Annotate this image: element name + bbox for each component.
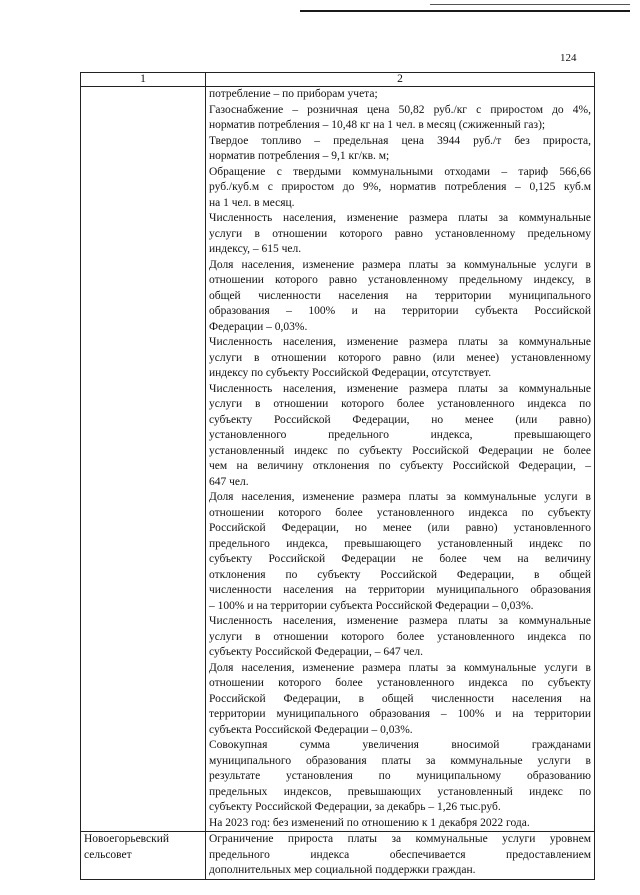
text-line: Доля населения, изменение размера платы за коммунальные услуги в [209,258,591,271]
text-line: муниципального образования платы за коммунальные услуги в [209,754,591,767]
text-line: установленного предельного индекса, превышающего [209,429,591,441]
text-line: Обращение с твердыми коммунальными отходами – тариф 566,66 [209,165,591,178]
description-cell [206,87,595,832]
description-cell [206,832,595,880]
column-header-1: 1 [81,73,206,87]
text-line: отношении которого более установленного индекса по субъекту [209,677,591,689]
text-line: Доля населения, изменение размера платы за коммунальные услуги в [209,491,591,503]
text-line: Федерации – 0,03%. [209,320,308,333]
text-line: Российской Федерации, но менее (или равно) установленного [209,522,591,534]
text-line: общей численности населения на территории муниципального [209,289,591,302]
text-line: Российской Федерации, в общей численности населения на [209,692,591,705]
text-line: услуги в отношении которого более установленного индекса по [209,398,591,410]
text-line: индексу по субъекту Российской Федерации, отсутствует. [209,367,492,379]
text-line: субъекту Российской Федерации, – 647 чел. [209,646,423,658]
text-line: индексу, – 615 чел. [209,243,302,255]
text-line: предельного индекса, превышающего установленный индекс по [209,537,591,550]
text-line: Численность населения, изменение размера платы за коммунальные [209,615,591,627]
text-line: Твердое топливо – предельная цена 3944 руб./т без прироста, [209,134,591,147]
table-row [81,87,595,832]
content-table [80,72,595,880]
text-line: руб./куб.м с приростом до 9%, норматив потребления – 0,125 куб.м [209,181,591,193]
text-line: на 1 чел. в месяц. [209,196,295,209]
header-row [81,73,595,87]
text-line: образования – 100% и на территории субъекта Российской [209,305,591,317]
scan-top-line-thin [430,4,630,5]
text-line: отношении которого более установленного индекса по субъекту [209,506,591,519]
text-line: норматив потребления – 9,1 кг/кв. м; [209,150,390,162]
text-line: услуги в отношении которого равно установленному предельному [209,227,591,240]
text-line: предельных индексов, превышающих установленный индекс по [209,785,591,798]
text-line: субъекта Российской Федерации – 0,03%. [209,723,413,736]
region-cell: Новоегорьевский сельсовет [81,832,206,880]
text-line: На 2023 год: без изменений по отношению к 1 декабря 2022 года. [209,816,530,829]
text-line: услуги в отношении которого равно (или менее) установленному [209,351,591,364]
text-line: Численность населения, изменение размера платы за коммунальные [209,212,591,224]
text-line: 647 чел. [209,475,249,488]
text-line: установленный индекс по субъекту Российской Федерации не более [209,444,591,457]
text-line: субъекту Российской Федерации не более чем на величину [209,553,591,565]
text-line: Численность населения, изменение размера платы за коммунальные [209,336,591,348]
scan-top-line [300,10,630,12]
text-line: отклонения по субъекту Российской Федерации, в общей [209,568,591,581]
text-line: Доля населения, изменение размера платы за коммунальные услуги в [209,661,591,674]
text-line: Численность населения, изменение размера платы за коммунальные [209,382,591,395]
text-line: дополнительных мер социальной поддержки граждан. [209,864,476,876]
text-line: – 100% и на территории субъекта Российской Федерации – 0,03%. [209,599,534,612]
text-line: отношении которого равно установленному предельному индексу, в [209,274,591,286]
text-line: субъекту Российской Федерации, за декабрь – 1,26 тыс.руб. [209,801,501,813]
table-row [81,832,595,880]
text-line: Совокупная сумма увеличения вносимой гражданами [209,739,591,751]
text-line: субъекту Российской Федерации, но менее (или равно) [209,413,591,426]
text-line: Ограничение прироста платы за коммунальные услуги уровнем [209,833,591,845]
text-line: потребление – по приборам учета; [209,88,378,100]
text-line: Газоснабжение – розничная цена 50,82 руб./кг с приростом до 4%, [209,103,591,116]
region-cell [81,87,206,832]
text-line: норматив потребления – 10,48 кг на 1 чел. в месяц (сжиженный газ); [209,119,546,131]
text-line: услуги в отношении которого более установленного индекса по [209,630,591,643]
text-line: численности населения на территории муниципального образования [209,584,591,596]
page-number: 124 [560,52,577,64]
column-header-2: 2 [206,73,595,87]
text-line: предельного индекса обеспечивается предоставлением [209,848,591,861]
text-line: территории муниципального образования – 100% и на территории [209,708,591,720]
text-line: результате установления по муниципальному образованию [209,770,591,782]
text-line: чем на величину отклонения по субъекту Российской Федерации, – [209,460,591,472]
